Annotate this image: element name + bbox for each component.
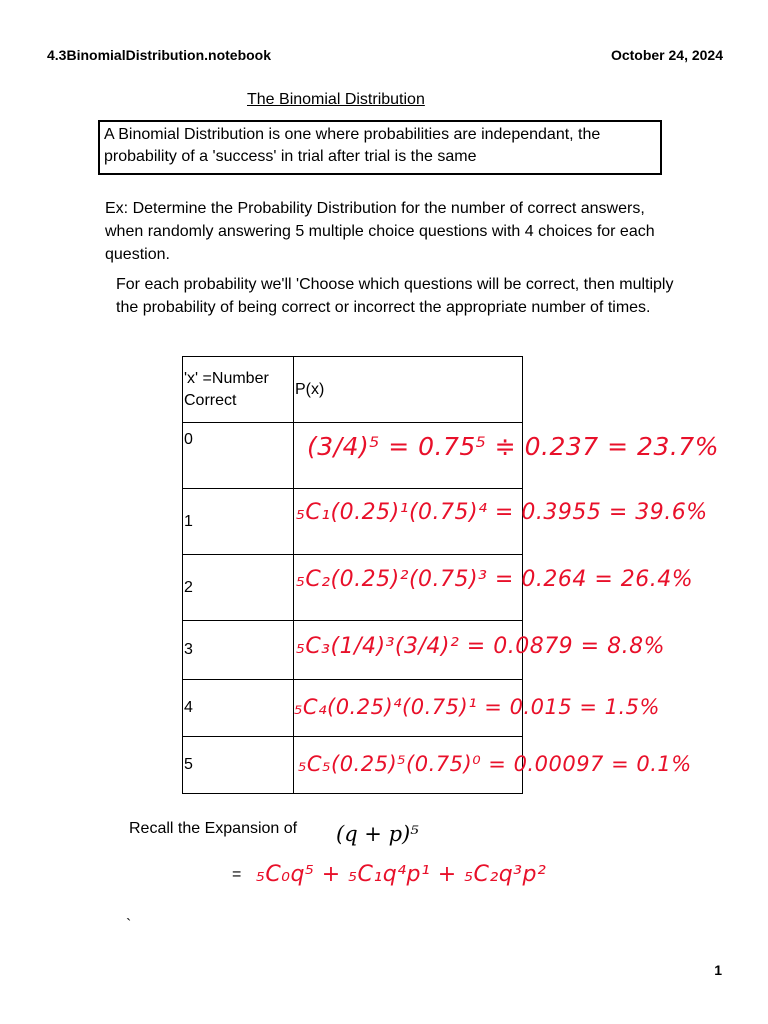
table-header-row [183, 357, 523, 423]
handwritten-answer-3: ₅C₃(1/4)³(3/4)² = 0.0879 = 8.8% [296, 634, 665, 659]
binomial-expression: (q + p)⁵ [336, 822, 419, 846]
definition-box: A Binomial Distribution is one where probabilities are independant, the probability of a 'success' in trial after trial is the same [98, 120, 662, 175]
handwritten-answer-2: ₅C₂(0.25)²(0.75)³ = 0.264 = 26.4% [296, 567, 694, 592]
equals-sign: = [232, 866, 242, 883]
row-x-0: 0 [183, 423, 294, 489]
row-x-1: 1 [183, 489, 294, 555]
row-x-2: 2 [183, 555, 294, 621]
handwritten-answer-4: ₅C₄(0.25)⁴(0.75)¹ = 0.015 = 1.5% [294, 695, 660, 719]
handwritten-expansion: ₅C₀q⁵ + ₅C₁q⁴p¹ + ₅C₂q³p² [256, 862, 547, 887]
file-name: 4.3BinomialDistribution.notebook [47, 47, 272, 63]
row-x-4: 4 [183, 680, 294, 737]
stray-mark: ` [126, 917, 132, 934]
page-title: The Binomial Distribution [247, 91, 425, 108]
page-number: 1 [714, 962, 722, 978]
example-text: Ex: Determine the Probability Distribution for the number of correct answers, when randomly answering 5 multiple choice questions with 4 choices for each question. [105, 200, 655, 263]
header-x: 'x' =Number Correct [183, 357, 294, 423]
handwritten-answer-1: ₅C₁(0.25)¹(0.75)⁴ = 0.3955 = 39.6% [296, 500, 708, 525]
handwritten-answer-5: ₅C₅(0.25)⁵(0.75)⁰ = 0.00097 = 0.1% [298, 752, 692, 776]
handwritten-answer-0: (3/4)⁵ = 0.75⁵ ≑ 0.237 = 23.7% [307, 432, 719, 461]
row-x-3: 3 [183, 621, 294, 680]
row-x-5: 5 [183, 737, 294, 794]
recall-text: Recall the Expansion of [129, 820, 298, 837]
page-date: October 24, 2024 [610, 47, 723, 63]
header-px: P(x) [294, 357, 523, 423]
method-text: For each probability we'll 'Choose which questions will be correct, then multiply the probability of being correct or incorrect the appropriate number of times. [116, 276, 674, 316]
